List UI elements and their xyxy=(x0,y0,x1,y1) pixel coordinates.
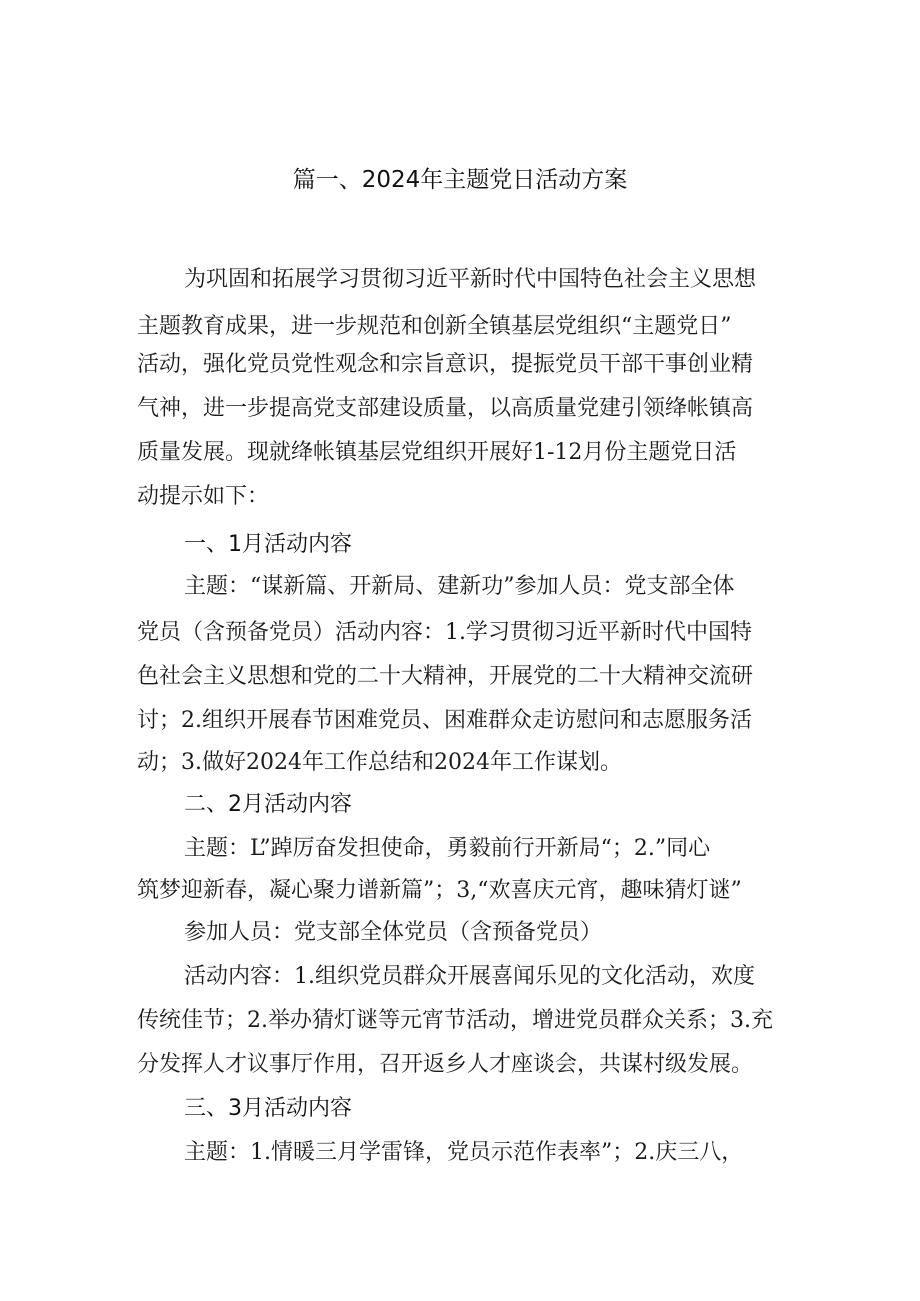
section-line: 主题：“谋新篇、开新局、建新功”参加人员：党支部全体 xyxy=(184,574,735,599)
intro-line: 活动，强化党员党性观念和宗旨意识，提振党员干部干事创业精 xyxy=(137,352,754,377)
section-line: 色社会主义思想和党的二十大精神，开展党的二十大精神交流研 xyxy=(137,664,754,689)
intro-line: 主题教育成果，进一步规范和创新全镇基层党组织“主题党日” xyxy=(137,314,732,339)
section-line: 参加人员：党支部全体党员（含预备党员） xyxy=(184,920,603,945)
section-line: 传统佳节；2.举办猜灯谜等元宵节活动，增进党员群众关系；3.充 xyxy=(137,1008,773,1033)
intro-line: 质量发展。现就绛帐镇基层党组织开展好1-12月份主题党日活 xyxy=(137,440,737,465)
section-line: 动；3.做好2024年工作总结和2024年工作谋划。 xyxy=(137,750,622,775)
document-title: 篇一、2024年主题党日活动方案 xyxy=(292,167,628,193)
section-line: 筑梦迎新春，凝心聚力谱新篇”；3,“欢喜庆元宵，趣味猜灯谜” xyxy=(137,878,742,903)
section-line: 党员（含预备党员）活动内容：1.学习贯彻习近平新时代中国特 xyxy=(137,620,752,645)
section-line: 活动内容：1.组织党员群众开展喜闻乐见的文化活动，欢度 xyxy=(184,964,755,989)
section-line: 主题：L”踔厉奋发担使命，勇毅前行开新局“；2.”同心 xyxy=(184,836,711,861)
intro-line: 气神，进一步提高党支部建设质量，以高质量党建引领绛帐镇高 xyxy=(137,396,754,421)
intro-line: 为巩固和拓展学习贯彻习近平新时代中国特色社会主义思想 xyxy=(184,267,757,292)
section-heading: 一、1月活动内容 xyxy=(184,532,352,557)
intro-line: 动提示如下： xyxy=(137,484,270,509)
section-heading: 三、3月活动内容 xyxy=(184,1096,352,1121)
section-line: 讨；2.组织开展春节困难党员、困难群众走访慰问和志愿服务活 xyxy=(137,708,752,733)
section-line: 分发挥人才议事厅作用，召开返乡人才座谈会，共谋村级发展。 xyxy=(137,1052,754,1077)
section-heading: 二、2月活动内容 xyxy=(184,792,352,817)
section-line: 主题：1.情暖三月学雷锋，党员示范作表率”；2.庆三八， xyxy=(184,1140,744,1165)
